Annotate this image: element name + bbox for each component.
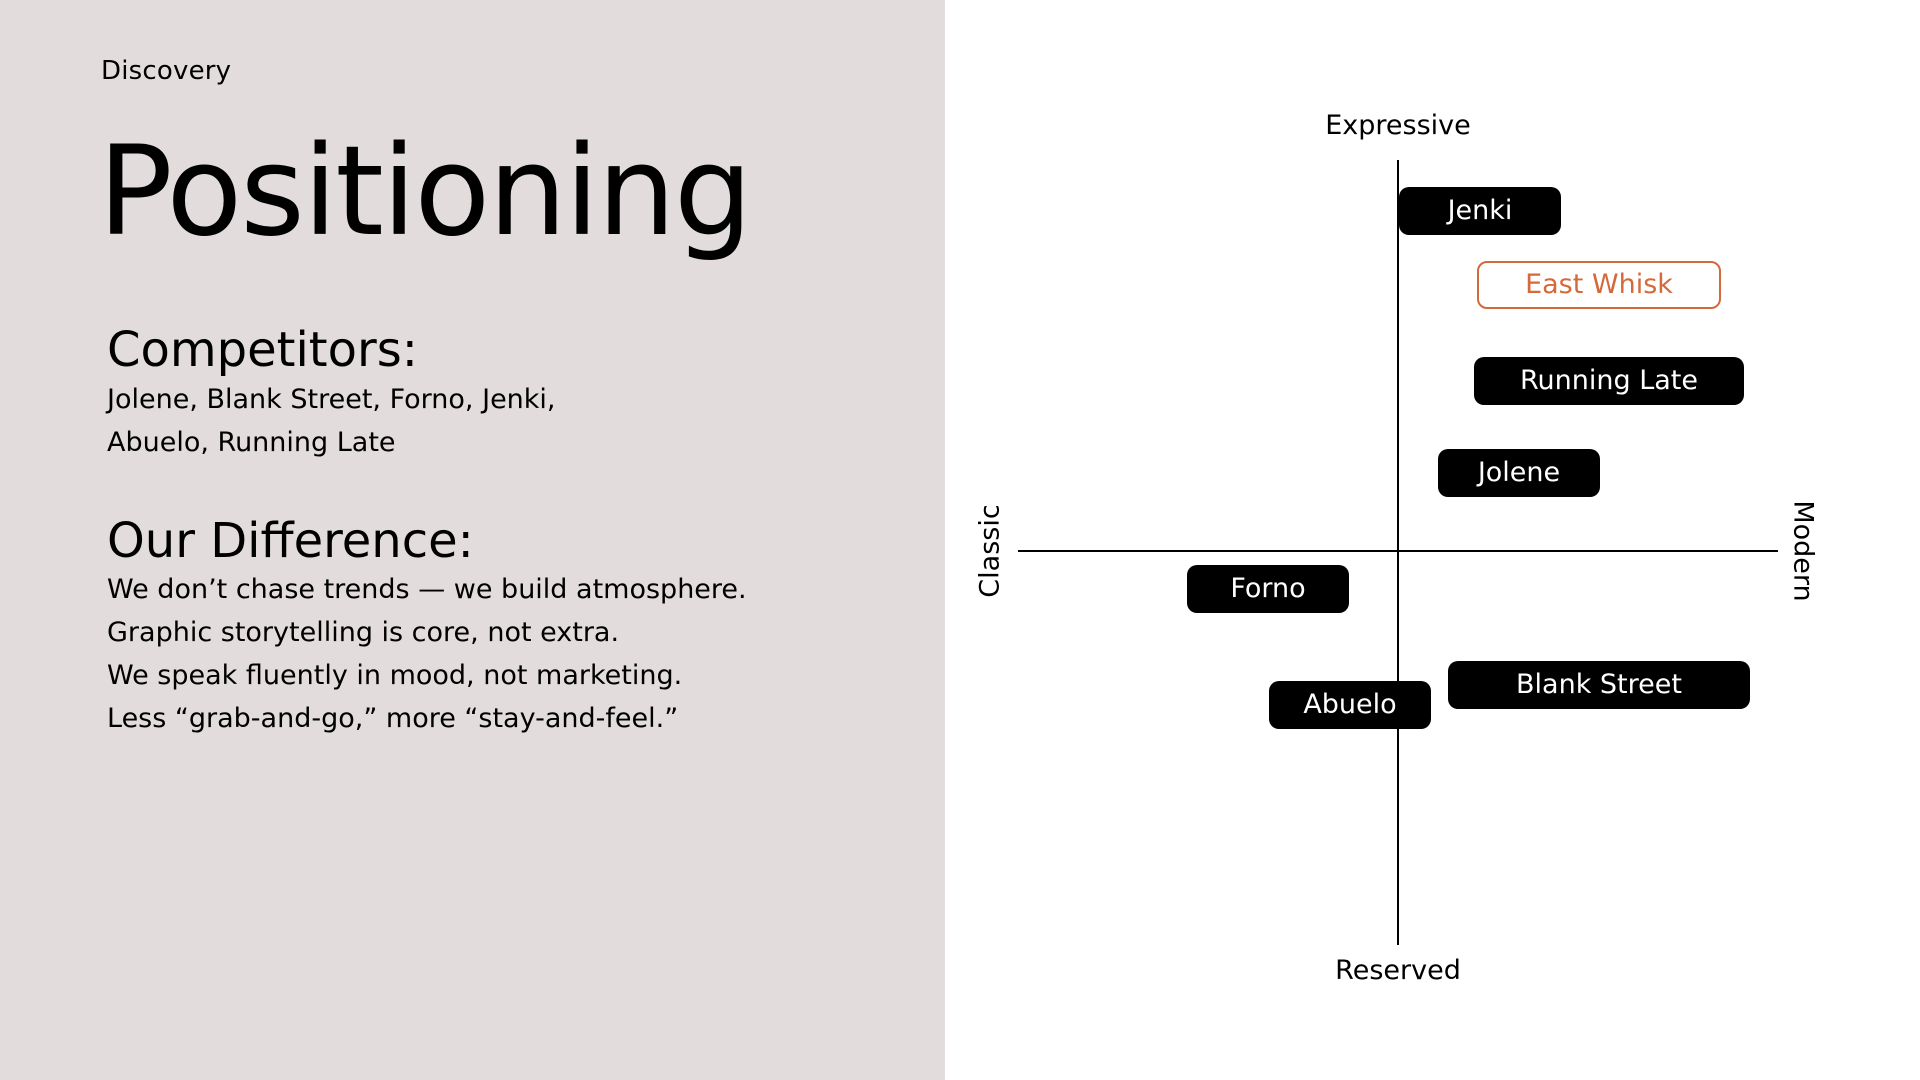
brand-tag-abuelo: Abuelo [1269,681,1431,729]
difference-line: We speak fluently in mood, not marketing. [107,660,683,691]
positioning-map [945,0,1920,1080]
difference-line: Less “grab-and-go,” more “stay-and-feel.” [107,703,679,734]
difference-line: Graphic storytelling is core, not extra. [107,617,620,648]
brand-tag-east-whisk: East Whisk [1477,261,1721,309]
difference-line: We don’t chase trends — we build atmosphere. [107,574,747,605]
text-panel [0,0,945,1080]
competitors-line: Abuelo, Running Late [107,427,396,458]
section-label: Discovery [101,56,232,86]
page-title: Positioning [98,120,751,264]
axis-label-classic: Classic [974,504,1006,598]
difference-heading: Our Difference: [107,513,474,569]
brand-tag-jolene: Jolene [1438,449,1600,497]
axis-label-modern: Modern [1787,500,1819,602]
axis-label-reserved: Reserved [1335,955,1461,986]
horizontal-axis [1018,550,1778,552]
brand-tag-running-late: Running Late [1474,357,1744,405]
vertical-axis [1397,160,1399,945]
difference-list [107,568,747,740]
competitors-line: Jolene, Blank Street, Forno, Jenki, [107,384,556,415]
competitors-heading: Competitors: [107,322,418,378]
brand-tag-blank-street: Blank Street [1448,661,1750,709]
brand-tag-jenki: Jenki [1399,187,1561,235]
axis-label-expressive: Expressive [1325,110,1471,141]
competitors-list [107,378,556,464]
brand-tag-forno: Forno [1187,565,1349,613]
